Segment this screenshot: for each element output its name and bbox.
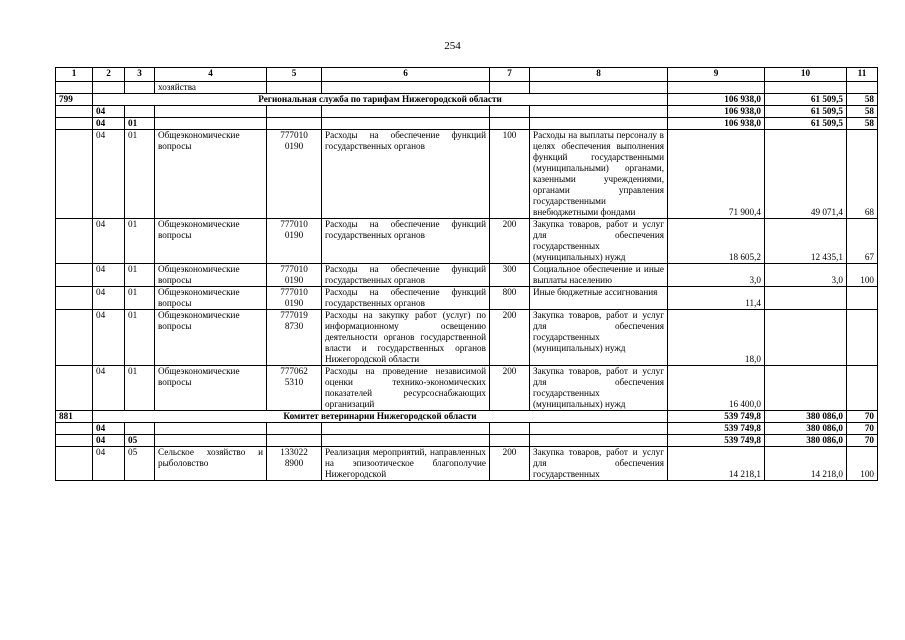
column-header: 8 bbox=[530, 68, 668, 82]
target-article-code: 777010 0190 bbox=[267, 130, 322, 219]
section-code: 04 bbox=[93, 219, 125, 264]
actual-value bbox=[765, 366, 847, 411]
department-row bbox=[56, 411, 878, 423]
plan-value: 3,0 bbox=[668, 264, 765, 287]
actual-value: 12 435,1 bbox=[765, 219, 847, 264]
section-row bbox=[56, 106, 878, 118]
actual-value bbox=[765, 310, 847, 366]
column-header: 4 bbox=[155, 68, 267, 82]
section-code: 04 bbox=[93, 130, 125, 219]
expense-type-code: 200 bbox=[490, 219, 530, 264]
actual-value: 61 509,5 bbox=[765, 118, 847, 130]
table-row bbox=[56, 447, 878, 481]
actual-value: 14 218,0 bbox=[765, 447, 847, 481]
plan-value: 18 605,2 bbox=[668, 219, 765, 264]
department-title: Комитет ветеринарии Нижегородской области bbox=[93, 411, 668, 423]
expense-type-code: 200 bbox=[490, 366, 530, 411]
actual-value: 380 086,0 bbox=[765, 411, 847, 423]
section-code: 04 bbox=[93, 118, 125, 130]
column-header: 5 bbox=[267, 68, 322, 82]
expense-type-code: 300 bbox=[490, 264, 530, 287]
column-header: 1 bbox=[56, 68, 93, 82]
target-article-name: Расходы на проведение независимой оценки технико-экономических показателей ресурсоснабжающих организаций bbox=[322, 366, 490, 411]
target-article-code: 777010 0190 bbox=[267, 219, 322, 264]
subsection-row bbox=[56, 118, 878, 130]
table-row bbox=[56, 219, 878, 264]
percent-value: 70 bbox=[847, 411, 878, 423]
expense-type-code: 200 bbox=[490, 310, 530, 366]
column-header: 10 bbox=[765, 68, 847, 82]
function-name: Общеэкономические вопросы bbox=[155, 130, 267, 219]
column-header: 3 bbox=[125, 68, 155, 82]
expense-type-name: Закупка товаров, работ и услуг для обеспечения государственных (муниципальных) нужд bbox=[530, 310, 668, 366]
percent-value: 58 bbox=[847, 94, 878, 106]
department-row bbox=[56, 94, 878, 106]
section-code: 04 bbox=[93, 310, 125, 366]
plan-value: 16 400,0 bbox=[668, 366, 765, 411]
actual-value: 380 086,0 bbox=[765, 423, 847, 435]
actual-value bbox=[765, 287, 847, 310]
plan-value: 14 218,1 bbox=[668, 447, 765, 481]
section-code: 04 bbox=[93, 366, 125, 411]
plan-value: 11,4 bbox=[668, 287, 765, 310]
plan-value: 539 749,8 bbox=[668, 423, 765, 435]
percent-value: 58 bbox=[847, 106, 878, 118]
actual-value: 61 509,5 bbox=[765, 94, 847, 106]
target-article-code: 777062 5310 bbox=[267, 366, 322, 411]
page-number: 254 bbox=[444, 40, 461, 52]
function-name: Сельское хозяйство и рыболовство bbox=[155, 447, 267, 481]
expense-type-name: Расходы на выплаты персоналу в целях обеспечения выполнения функций государственными (муниципальными) органами, казенными учреждениями, органами управления государственными внебюджетными фондами bbox=[530, 130, 668, 219]
actual-value: 3,0 bbox=[765, 264, 847, 287]
subsection-code: 05 bbox=[125, 435, 155, 447]
expense-type-code: 800 bbox=[490, 287, 530, 310]
subsection-code: 01 bbox=[125, 310, 155, 366]
subsection-code: 01 bbox=[125, 130, 155, 219]
target-article-code: 777010 0190 bbox=[267, 264, 322, 287]
column-header: 11 bbox=[847, 68, 878, 82]
plan-value: 539 749,8 bbox=[668, 435, 765, 447]
target-article-name: Расходы на закупку работ (услуг) по информационному освещению деятельности органов государственной власти и государственных органов Нижегородской области bbox=[322, 310, 490, 366]
continuation-text: хозяйства bbox=[155, 82, 267, 94]
function-name: Общеэкономические вопросы bbox=[155, 287, 267, 310]
section-code: 04 bbox=[93, 447, 125, 481]
target-article-code: 133022 8900 bbox=[267, 447, 322, 481]
expense-type-name: Иные бюджетные ассигнования bbox=[530, 287, 668, 310]
function-name: Общеэкономические вопросы bbox=[155, 310, 267, 366]
percent-value: 68 bbox=[847, 130, 878, 219]
percent-value: 100 bbox=[847, 264, 878, 287]
plan-value: 106 938,0 bbox=[668, 118, 765, 130]
column-header: 7 bbox=[490, 68, 530, 82]
column-header: 2 bbox=[93, 68, 125, 82]
target-article-name: Расходы на обеспечение функций государственных органов bbox=[322, 130, 490, 219]
subsection-code: 01 bbox=[125, 287, 155, 310]
department-code: 799 bbox=[56, 94, 93, 106]
subsection-code: 05 bbox=[125, 447, 155, 481]
expense-type-name: Закупка товаров, работ и услуг для обеспечения государственных (муниципальных) нужд bbox=[530, 366, 668, 411]
target-article-name: Расходы на обеспечение функций государственных органов bbox=[322, 219, 490, 264]
department-title: Региональная служба по тарифам Нижегородской области bbox=[93, 94, 668, 106]
expense-type-code: 200 bbox=[490, 447, 530, 481]
table-row bbox=[56, 264, 878, 287]
percent-value bbox=[847, 366, 878, 411]
subsection-code: 01 bbox=[125, 366, 155, 411]
subsection-row bbox=[56, 435, 878, 447]
plan-value: 18,0 bbox=[668, 310, 765, 366]
plan-value: 106 938,0 bbox=[668, 94, 765, 106]
plan-value: 71 900,4 bbox=[668, 130, 765, 219]
percent-value: 100 bbox=[847, 447, 878, 481]
percent-value: 58 bbox=[847, 118, 878, 130]
percent-value: 70 bbox=[847, 423, 878, 435]
expense-type-name: Закупка товаров, работ и услуг для обеспечения государственных (муниципальных) нужд bbox=[530, 219, 668, 264]
percent-value bbox=[847, 287, 878, 310]
table-row bbox=[56, 310, 878, 366]
section-code: 04 bbox=[93, 106, 125, 118]
target-article-name: Реализация мероприятий, направленных на эпизоотическое благополучие Нижегородской bbox=[322, 447, 490, 481]
target-article-name: Расходы на обеспечение функций государственных органов bbox=[322, 287, 490, 310]
column-header: 6 bbox=[322, 68, 490, 82]
target-article-code: 777019 8730 bbox=[267, 310, 322, 366]
expense-type-name: Закупка товаров, работ и услуг для обеспечения государственных bbox=[530, 447, 668, 481]
plan-value: 539 749,8 bbox=[668, 411, 765, 423]
target-article-name: Расходы на обеспечение функций государственных органов bbox=[322, 264, 490, 287]
section-code: 04 bbox=[93, 423, 125, 435]
target-article-code: 777010 0190 bbox=[267, 287, 322, 310]
section-code: 04 bbox=[93, 287, 125, 310]
column-header: 9 bbox=[668, 68, 765, 82]
function-name: Общеэкономические вопросы bbox=[155, 366, 267, 411]
actual-value: 61 509,5 bbox=[765, 106, 847, 118]
percent-value bbox=[847, 310, 878, 366]
actual-value: 380 086,0 bbox=[765, 435, 847, 447]
subsection-code: 01 bbox=[125, 118, 155, 130]
section-row bbox=[56, 423, 878, 435]
department-code: 881 bbox=[56, 411, 93, 423]
table-row bbox=[56, 366, 878, 411]
header-row bbox=[56, 68, 878, 82]
plan-value: 106 938,0 bbox=[668, 106, 765, 118]
percent-value: 70 bbox=[847, 435, 878, 447]
expense-type-code: 100 bbox=[490, 130, 530, 219]
actual-value: 49 071,4 bbox=[765, 130, 847, 219]
function-name: Общеэкономические вопросы bbox=[155, 219, 267, 264]
section-code: 04 bbox=[93, 264, 125, 287]
budget-table bbox=[55, 67, 878, 481]
continuation-row bbox=[56, 82, 878, 94]
subsection-code: 01 bbox=[125, 219, 155, 264]
percent-value: 67 bbox=[847, 219, 878, 264]
subsection-code: 01 bbox=[125, 264, 155, 287]
function-name: Общеэкономические вопросы bbox=[155, 264, 267, 287]
expense-type-name: Социальное обеспечение и иные выплаты населению bbox=[530, 264, 668, 287]
table-row bbox=[56, 287, 878, 310]
section-code: 04 bbox=[93, 435, 125, 447]
table-row bbox=[56, 130, 878, 219]
